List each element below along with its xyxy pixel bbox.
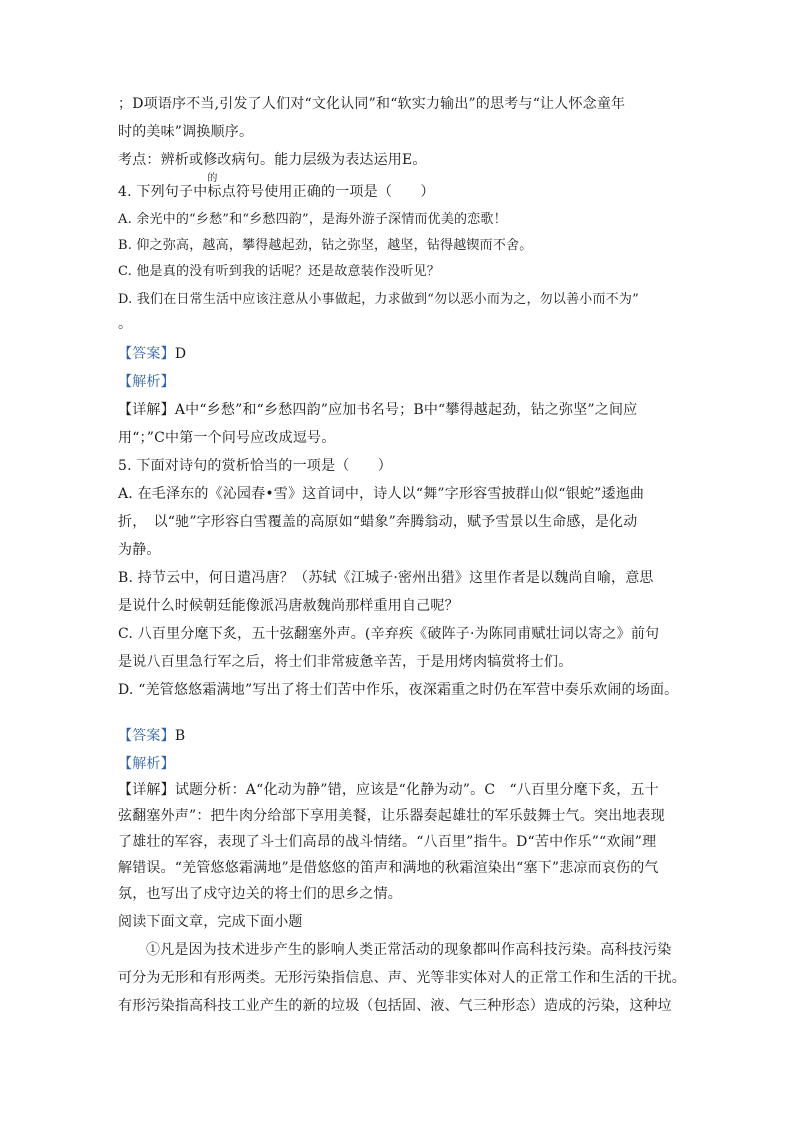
detail-line	[118, 780, 659, 800]
analysis-line	[118, 754, 175, 774]
answer-tag: 【答案】	[118, 728, 175, 744]
text-line: 氛，也写出了戍守边关的将士们的思乡之情。	[118, 886, 402, 902]
detail-text: A中“乡愁”和“乡愁四韵”应加书名号；B中“攀得越起劲，钻之弥坚”之间应	[174, 402, 638, 418]
answer-tag: 【答案】	[118, 346, 175, 362]
text-line: 了雄壮的军容，表现了斗士们高昂的战斗情绪。“八百里”指牛。D“苦中作乐”“欢闹”理	[118, 834, 657, 850]
detail-text: 试题分析：A“化动为静”错，应该是“化静为动”。C “八百里分麾下炙，五十	[174, 782, 659, 798]
paragraph-1-line: 有形污染指高科技工业产生的新的垃圾（包括固、液、气三种形态）造成的污染，这种垃	[118, 998, 672, 1014]
text-line: 用“；”C中第一个问号应改成逗号。	[118, 430, 336, 446]
option-d: D. “羌管悠悠霜满地”写出了将士们苦中作乐，夜深霜重之时仍在军营中奏乐欢闹的场面。	[118, 682, 679, 698]
text-line: ；D项语序不当,引发了人们对“文化认同”和“软实力输出”的思考与“让人怀念童年	[118, 96, 626, 112]
text-line: 解错误。“羌管悠悠霜满地”是借悠悠的笛声和满地的秋霜渲染出“塞下”悲凉而哀伤的气	[118, 860, 659, 876]
question-4-number: 4. 下列句子中	[118, 184, 208, 200]
option-b: B. 仰之弥高，越高，攀得越起劲，钻之弥坚，越坚，钻得越锲而不舍。	[118, 238, 533, 253]
paragraph-1-line: 可分为无形和有形两类。无形污染指信息、声、光等非实体对人的正常工作和生活的干扰。	[118, 970, 686, 986]
question-4-text: 标点符号使用正确的一项是（ ）	[207, 184, 435, 200]
question-5-stem: 5. 下面对诗句的赏析恰当的一项是（ ）	[118, 458, 393, 474]
text-line: 。	[118, 316, 133, 332]
text-line: 是说什么时候朝廷能像派冯唐赦魏尚那样重用自己呢？	[118, 598, 459, 614]
text-line: 时的美味”调换顺序。	[118, 124, 254, 140]
paragraph-1-line: ①凡是因为技术进步产生的影响人类正常活动的现象都叫作高科技污染。高科技污染	[146, 942, 672, 958]
option-d: D. 我们在日常生活中应该注意从小事做起，力求做到“勿以恶小而为之，勿以善小而不为”	[118, 292, 639, 307]
answer-line	[118, 726, 185, 746]
detail-tag: 【详解】	[118, 782, 175, 798]
text-line: 是说八百里急行军之后，将士们非常疲惫辛苦，于是用烤肉犒赏将士们。	[118, 654, 573, 670]
analysis-tag: 【解析】	[118, 374, 175, 390]
reading-instruction: 阅读下面文章，完成下面小题	[118, 914, 303, 930]
option-b: B. 持节云中，何日遣冯唐？（苏轼《江城子·密州出猎》这里作者是以魏尚自喻，意思	[118, 570, 654, 586]
detail-tag: 【详解】	[118, 402, 175, 418]
option-a: A. 余光中的“乡愁”和“乡愁四韵”，是海外游子深情而优美的恋歌！	[118, 212, 507, 227]
option-c: C. 八百里分麾下炙，五十弦翻塞外声。(辛弃疾《破阵子·为陈同甫赋壮词以寄之》前句	[118, 626, 660, 642]
text-line: 为静。	[118, 542, 161, 558]
answer-line	[118, 344, 186, 364]
answer-value: B	[174, 728, 186, 744]
question-4-stem	[118, 173, 435, 202]
option-a: A. 在毛泽东的《沁园春•雪》这首词中，诗人以“舞”字形容雪披群山似“银蛇”逶迤曲	[118, 486, 645, 502]
analysis-tag: 【解析】	[118, 756, 175, 772]
text-line: 弦翻塞外声”：把牛肉分给部下享用美餐，让乐器奏起雄壮的军乐鼓舞士气。突出地表现	[118, 808, 665, 824]
superscript-char: 的	[207, 173, 218, 184]
answer-value: D	[174, 346, 187, 362]
analysis-line	[118, 372, 175, 392]
text-line: 考点：辨析或修改病句。能力层级为表达运用E。	[118, 152, 427, 168]
option-c: C. 他是真的没有听到我的话呢？还是故意装作没听见？	[118, 264, 440, 279]
detail-line	[118, 400, 637, 420]
text-line: 折， 以“驰”字形容白雪覆盖的高原如“蜡象”奔腾翁动，赋予雪景以生命感，是化动	[118, 514, 638, 530]
